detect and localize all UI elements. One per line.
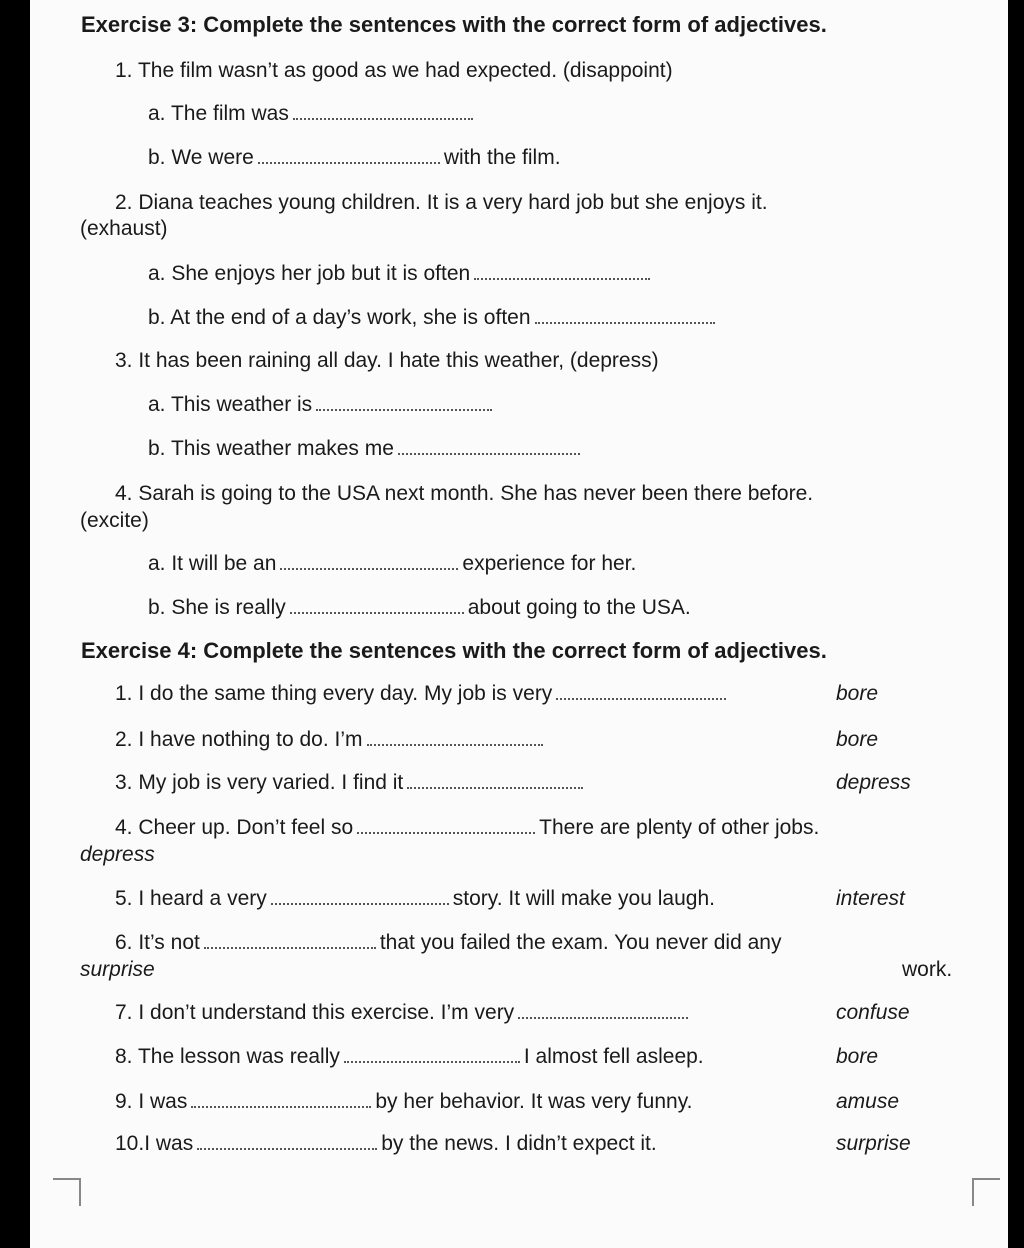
answer-blank[interactable] bbox=[271, 889, 449, 905]
exercise-4-title: Exercise 4: Complete the sentences with the correct form of adjectives. bbox=[81, 638, 827, 663]
answer-blank[interactable] bbox=[344, 1047, 520, 1063]
answer-blank[interactable] bbox=[556, 684, 726, 700]
answer-blank[interactable] bbox=[258, 148, 440, 164]
ex4-item-8-hint: bore bbox=[836, 1045, 879, 1068]
ex3-q4a: a. It will be an experience for her. bbox=[148, 552, 637, 575]
ex4-item-1-hint: bore bbox=[836, 682, 879, 705]
answer-blank[interactable] bbox=[407, 773, 583, 789]
answer-blank[interactable] bbox=[293, 104, 473, 120]
answer-blank[interactable] bbox=[398, 439, 580, 455]
ex4-item-8: 8. The lesson was really I almost fell asleep. bbox=[115, 1045, 704, 1068]
ex4-item-3: 3. My job is very varied. I find it bbox=[115, 770, 587, 796]
exercise-3-title: Exercise 3: Complete the sentences with the correct form of adjectives. bbox=[81, 12, 827, 37]
ex4-item-6: 6. It’s not that you failed the exam. You never did any bbox=[115, 931, 782, 954]
ex3-q4-stem-cont: (excite) bbox=[80, 509, 149, 532]
answer-blank[interactable] bbox=[357, 818, 535, 834]
ex4-item-3-hint: depress bbox=[836, 771, 911, 794]
ex4-item-10-hint: surprise bbox=[836, 1132, 911, 1155]
ex4-item-6-cont: work. bbox=[902, 958, 953, 981]
worksheet-page bbox=[30, 0, 1008, 1248]
ex3-q2-stem: 2. Diana teaches young children. It is a very hard job but she enjoys it. bbox=[115, 191, 768, 214]
crop-corner-mark bbox=[972, 1178, 1000, 1206]
ex4-item-4: 4. Cheer up. Don’t feel so There are plenty of other jobs. bbox=[115, 816, 820, 839]
answer-blank[interactable] bbox=[474, 264, 650, 280]
ex4-item-4-hint: depress bbox=[80, 843, 155, 866]
answer-blank[interactable] bbox=[191, 1092, 371, 1108]
ex3-q4b: b. She is really about going to the USA. bbox=[148, 596, 691, 619]
ex4-item-2: 2. I have nothing to do. I’m bbox=[115, 727, 547, 753]
ex3-q2b: b. At the end of a day’s work, she is often bbox=[148, 305, 719, 331]
answer-blank[interactable] bbox=[204, 933, 376, 949]
answer-blank[interactable] bbox=[316, 395, 492, 411]
ex3-q3a: a. This weather is bbox=[148, 392, 496, 418]
answer-blank[interactable] bbox=[280, 554, 458, 570]
ex3-q1a: a. The film was bbox=[148, 101, 477, 127]
ex4-item-7-hint: confuse bbox=[836, 1001, 910, 1024]
answer-blank[interactable] bbox=[535, 308, 715, 324]
ex4-item-2-hint: bore bbox=[836, 728, 879, 751]
ex4-item-9: 9. I was by her behavior. It was very funny. bbox=[115, 1090, 693, 1113]
ex3-q2-stem-cont: (exhaust) bbox=[80, 217, 168, 240]
ex4-item-10: 10.I was by the news. I didn’t expect it. bbox=[115, 1132, 657, 1155]
ex3-q3b: b. This weather makes me bbox=[148, 436, 584, 462]
ex4-item-6-hint: surprise bbox=[80, 958, 155, 981]
crop-corner-mark bbox=[53, 1178, 81, 1206]
ex3-q3-stem: 3. It has been raining all day. I hate this weather, (depress) bbox=[115, 349, 659, 372]
answer-blank[interactable] bbox=[290, 598, 464, 614]
ex4-item-9-hint: amuse bbox=[836, 1090, 900, 1113]
ex3-q1-stem: 1. The film wasn’t as good as we had expected. (disappoint) bbox=[115, 59, 673, 82]
ex3-q2a: a. She enjoys her job but it is often bbox=[148, 261, 654, 287]
answer-blank[interactable] bbox=[518, 1003, 688, 1019]
answer-blank[interactable] bbox=[367, 730, 543, 746]
answer-blank[interactable] bbox=[197, 1134, 377, 1150]
ex4-item-7: 7. I don’t understand this exercise. I’m very bbox=[115, 1000, 692, 1026]
ex3-q1b: b. We were with the film. bbox=[148, 146, 561, 169]
ex3-q4-stem: 4. Sarah is going to the USA next month. She has never been there before. bbox=[115, 482, 814, 505]
ex4-item-5: 5. I heard a very story. It will make you laugh. bbox=[115, 887, 715, 910]
ex4-item-5-hint: interest bbox=[836, 887, 905, 910]
ex4-item-1: 1. I do the same thing every day. My job is very bbox=[115, 681, 730, 707]
